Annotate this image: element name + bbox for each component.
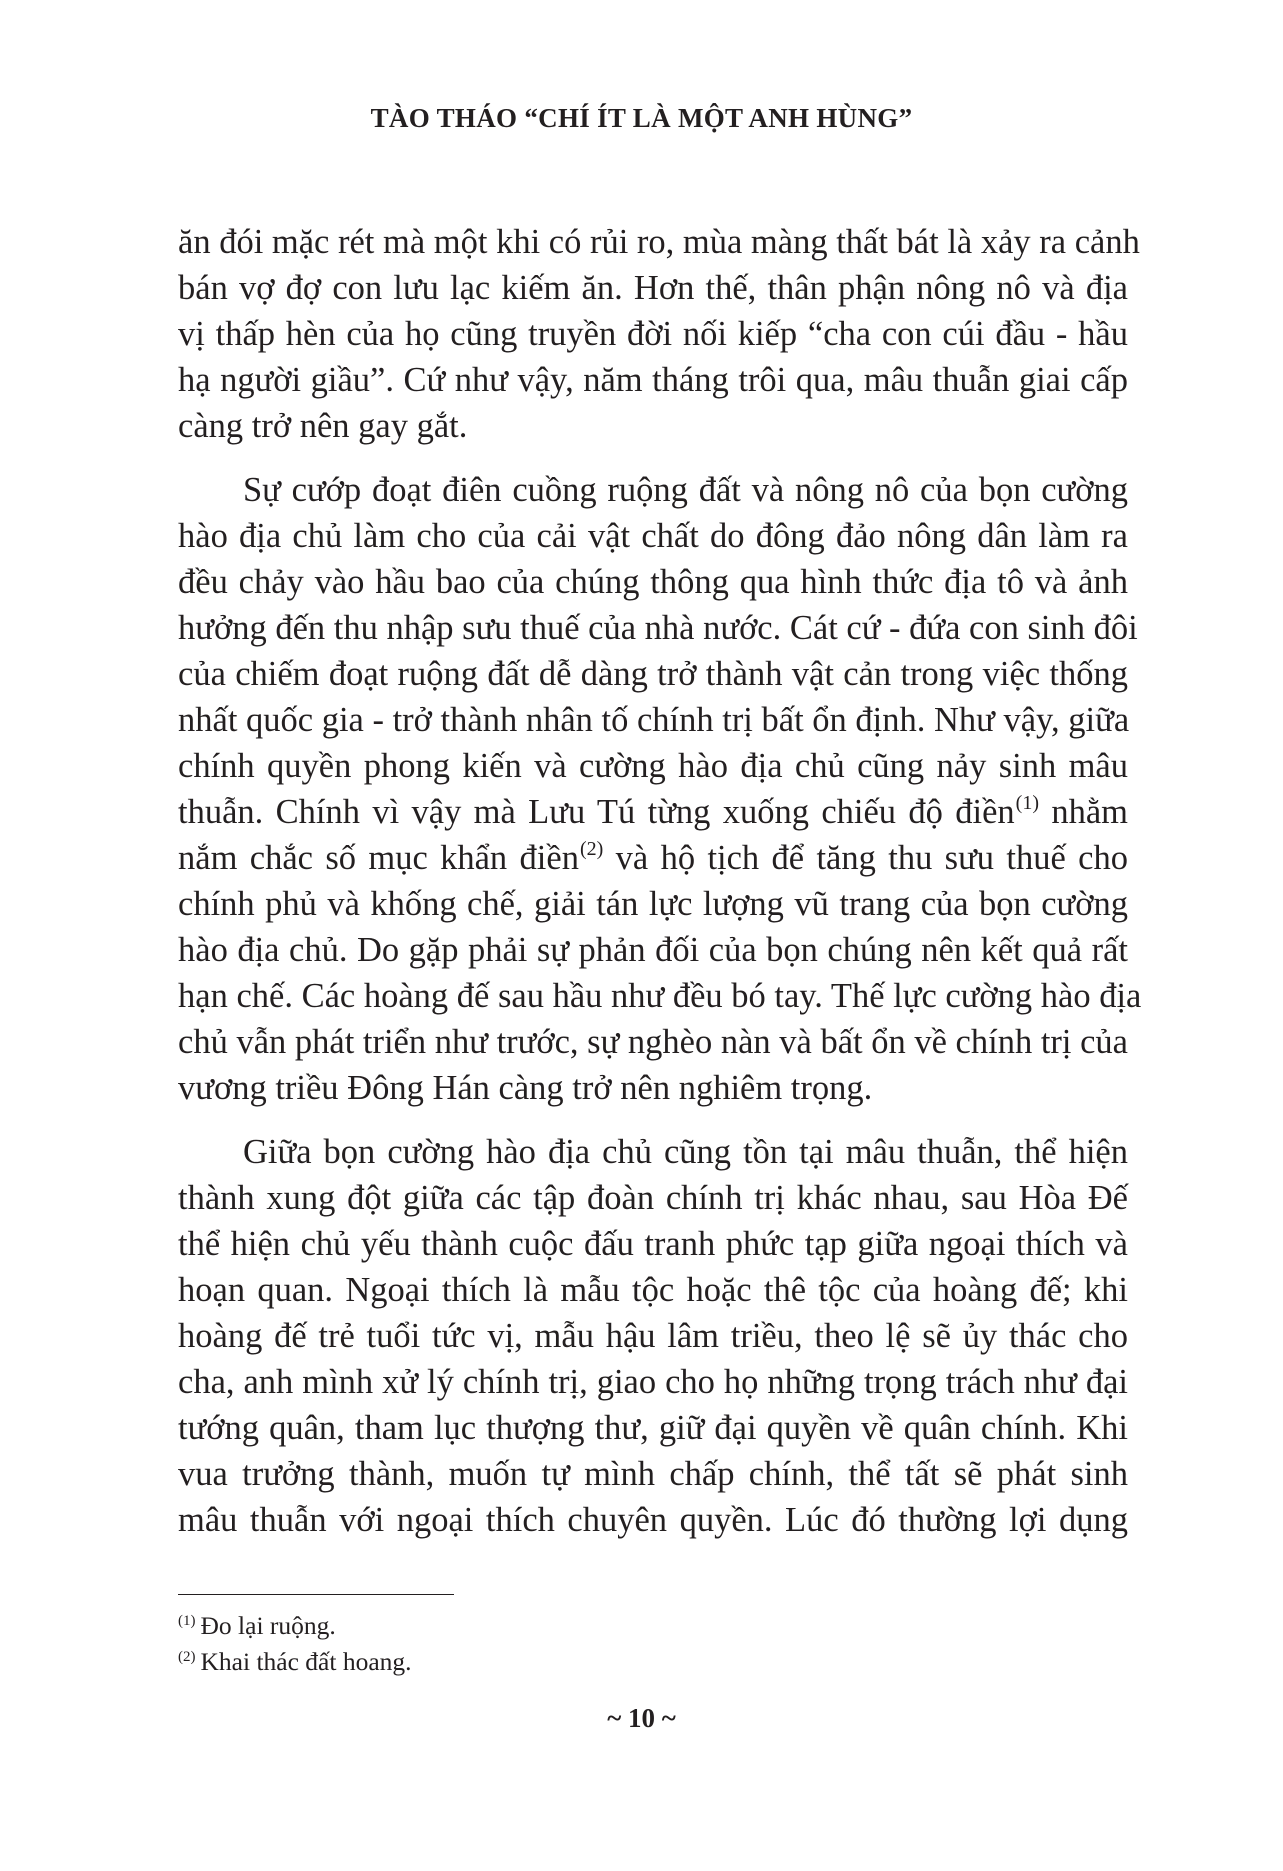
text-line: chủ vẫn phát triển như trước, sự nghèo nàn và bất ổn về chính trị của	[178, 1023, 1128, 1061]
text-line: mâu thuẫn với ngoại thích chuyên quyền. Lúc đó thường lợi dụng	[178, 1501, 1128, 1539]
footnotes	[178, 1608, 1078, 1680]
text-line: vị thấp hèn của họ cũng truyền đời nối kiếp “cha con cúi đầu - hầu	[178, 315, 1128, 353]
text-line: hào địa chủ làm cho của cải vật chất do đông đảo nông dân làm ra	[178, 517, 1128, 555]
text-segment: nắm chắc số mục khẩn điền	[178, 839, 579, 877]
text-line: hào địa chủ. Do gặp phải sự phản đối của bọn chúng nên kết quả rất	[178, 931, 1128, 969]
text-segment: nhằm	[1039, 793, 1129, 831]
text-line: vua trưởng thành, muốn tự mình chấp chính, thể tất sẽ phát sinh	[178, 1455, 1128, 1493]
text-line	[178, 835, 1128, 881]
footnote-text: Khai thác đất hoang.	[200, 1647, 412, 1676]
footnote-2	[178, 1644, 1078, 1680]
paragraph-gap	[178, 449, 1128, 467]
text-line: đều chảy vào hầu bao của chúng thông qua hình thức địa tô và ảnh	[178, 563, 1128, 601]
footnote-1	[178, 1608, 1078, 1644]
page-number: ~ 10 ~	[607, 1703, 676, 1733]
text-line: nhất quốc gia - trở thành nhân tố chính trị bất ổn định. Như vậy, giữa	[178, 701, 1130, 739]
text-line: thành xung đột giữa các tập đoàn chính trị khác nhau, sau Hòa Đế	[178, 1179, 1128, 1217]
body-text	[178, 219, 1142, 1543]
text-line: hưởng đến thu nhập sưu thuế của nhà nước. Cát cứ - đứa con sinh đôi	[178, 609, 1138, 647]
running-head: TÀO THÁO “CHÍ ÍT LÀ MỘT ANH HÙNG”	[370, 103, 913, 133]
text-line: hạn chế. Các hoàng đế sau hầu như đều bó tay. Thế lực cường hào địa	[178, 977, 1142, 1015]
text-line: ăn đói mặc rét mà một khi có rủi ro, mùa màng thất bát là xảy ra cảnh	[178, 223, 1140, 261]
paragraph-gap	[178, 1111, 1128, 1129]
text-segment: thuẫn. Chính vì vậy mà Lưu Tú từng xuống chiếu độ điền	[178, 793, 1015, 831]
footnote-ref-1[interactable]: (1)	[1015, 792, 1039, 814]
text-line: cha, anh mình xử lý chính trị, giao cho họ những trọng trách như đại	[178, 1363, 1128, 1401]
text-line: bán vợ đợ con lưu lạc kiếm ăn. Hơn thế, thân phận nông nô và địa	[178, 269, 1128, 307]
text-line: Sự cướp đoạt điên cuồng ruộng đất và nông nô của bọn cường	[243, 471, 1128, 509]
text-line: hạ người giầu”. Cứ như vậy, năm tháng trôi qua, mâu thuẫn giai cấp	[178, 361, 1128, 399]
text-segment: và hộ tịch để tăng thu sưu thuế cho	[603, 839, 1128, 877]
text-line: hoạn quan. Ngoại thích là mẫu tộc hoặc thê tộc của hoàng đế; khi	[178, 1271, 1128, 1309]
footnote-marker: (1)	[178, 1613, 196, 1629]
footnote-ref-2[interactable]: (2)	[579, 838, 604, 860]
text-line: Giữa bọn cường hào địa chủ cũng tồn tại mâu thuẫn, thể hiện	[243, 1133, 1128, 1171]
footnote-divider	[178, 1594, 454, 1595]
text-line: hoàng đế trẻ tuổi tức vị, mẫu hậu lâm triều, theo lệ sẽ ủy thác cho	[178, 1317, 1128, 1355]
text-line: càng trở nên gay gắt.	[178, 407, 468, 445]
footnote-text: Đo lại ruộng.	[200, 1611, 336, 1640]
footnote-marker: (2)	[178, 1649, 196, 1665]
text-line: chính quyền phong kiến và cường hào địa chủ cũng nảy sinh mâu	[178, 747, 1128, 785]
text-line: của chiếm đoạt ruộng đất dễ dàng trở thành vật cản trong việc thống	[178, 655, 1128, 693]
text-line: vương triều Đông Hán càng trở nên nghiêm trọng.	[178, 1069, 873, 1107]
text-line: chính phủ và khống chế, giải tán lực lượng vũ trang của bọn cường	[178, 885, 1128, 923]
text-line: tướng quân, tham lục thượng thư, giữ đại quyền về quân chính. Khi	[178, 1409, 1128, 1447]
text-line: thể hiện chủ yếu thành cuộc đấu tranh phức tạp giữa ngoại thích và	[178, 1225, 1128, 1263]
text-line	[178, 789, 1128, 835]
